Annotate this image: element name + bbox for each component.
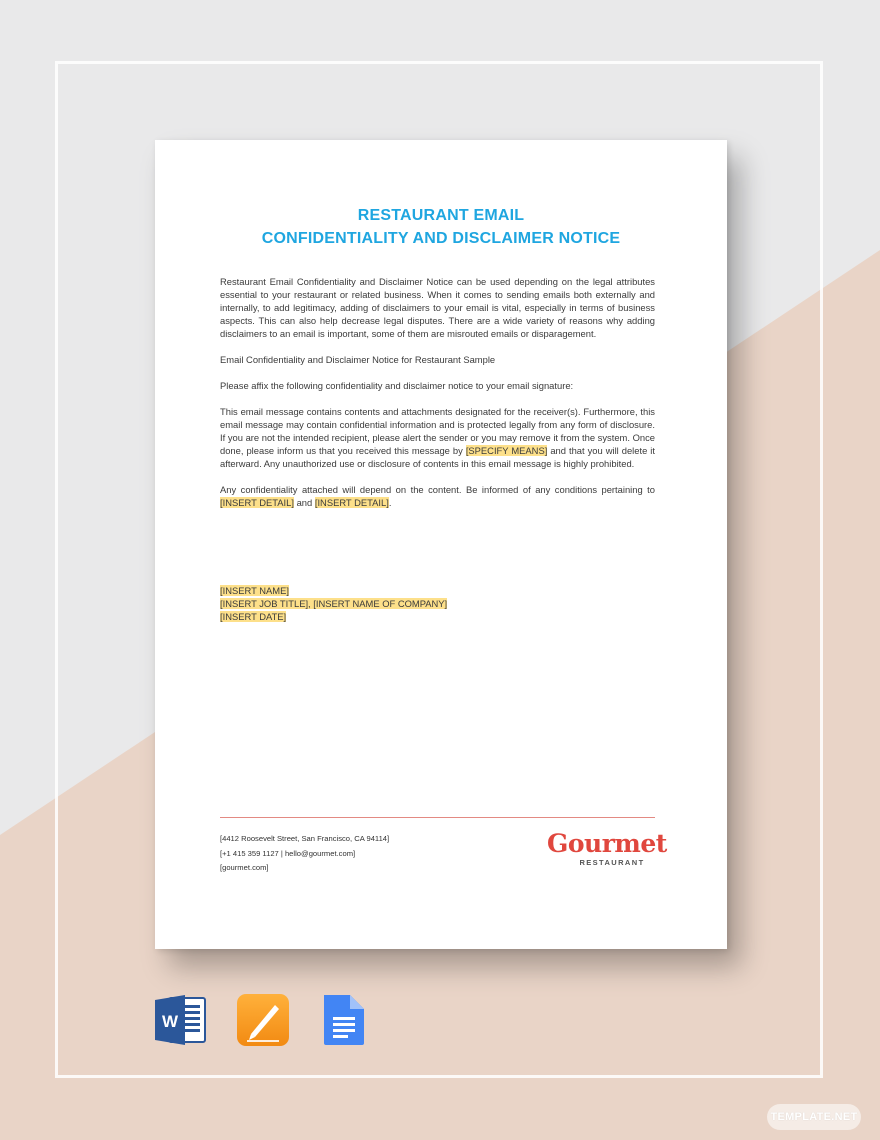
conditions-and: and [293,497,315,508]
footer-contact [220,832,389,876]
document-title [155,204,727,250]
footer-address: [4412 Roosevelt Street, San Francisco, CA 94114] [220,834,390,843]
title-line-2: CONFIDENTIALITY AND DISCLAIMER NOTICE [261,230,621,247]
sample-heading: Email Confidentiality and Disclaimer Notice for Restaurant Sample [220,354,496,365]
signature-title-company: [INSERT JOB TITLE], [INSERT NAME OF COMPANY] [220,598,448,609]
document-page [155,140,727,949]
title-line-1: RESTAURANT EMAIL [357,207,525,224]
conditions-paragraph [220,483,655,509]
gourmet-logo [547,829,667,868]
logo-name: Gourmet [547,829,667,858]
signature-date: [INSERT DATE] [220,611,287,622]
intro-paragraph: Restaurant Email Confidentiality and Disclaimer Notice can be used depending on the legal attributes essential to your restaurant or related business. When it comes to sending emails both externally and internally, to add legitimacy, adding of disclaimers to your email is vital, especially in terms of business aspects. This can also help decrease legal disputes. There are a wide variety of reasons why adding disclaimers to an email is important, some of them are misrouted emails or disparagement. [220,276,655,339]
google-docs-icon[interactable] [318,994,370,1046]
conditions-end: . [388,497,392,508]
word-letter: W [161,1012,179,1031]
footer-phone-email: [+1 415 359 1127 | hello@gourmet.com] [220,848,356,858]
word-icon[interactable] [155,994,207,1046]
template-net-badge[interactable]: TEMPLATE.NET [767,1104,861,1130]
notice-text-2: and that you will delete it afterward. Any unauthorized use or disclosure of contents in this email message is highly prohibited. [220,445,655,469]
document-body [220,275,655,522]
insert-detail-placeholder-2: [INSERT DETAIL] [314,497,389,508]
signature-block [220,584,655,623]
footer-website: [gourmet.com] [220,863,269,872]
notice-text-1: This email message contains contents and attachments designated for the receiver(s). Furthermore, this email message may contain confidential information and is protected legally from any form of disclosure. If you are not the intended recipient, please alert the sender or you may remove it from the system. Once done, please inform us that you received this message by [220,406,655,456]
pages-icon[interactable] [237,994,289,1046]
footer-divider [220,817,655,818]
conditions-text: Any confidentiality attached will depend on the content. Be informed of any conditions pertaining to [220,484,655,495]
specify-means-placeholder: [SPECIFY MEANS] [465,445,548,456]
signature-name: [INSERT NAME] [220,585,289,596]
instruction-paragraph: Please affix the following confidentiality and disclaimer notice to your email signature: [220,380,574,391]
logo-subtitle: RESTAURANT [579,858,645,867]
notice-paragraph [220,405,655,470]
insert-detail-placeholder-1: [INSERT DETAIL] [220,497,294,508]
